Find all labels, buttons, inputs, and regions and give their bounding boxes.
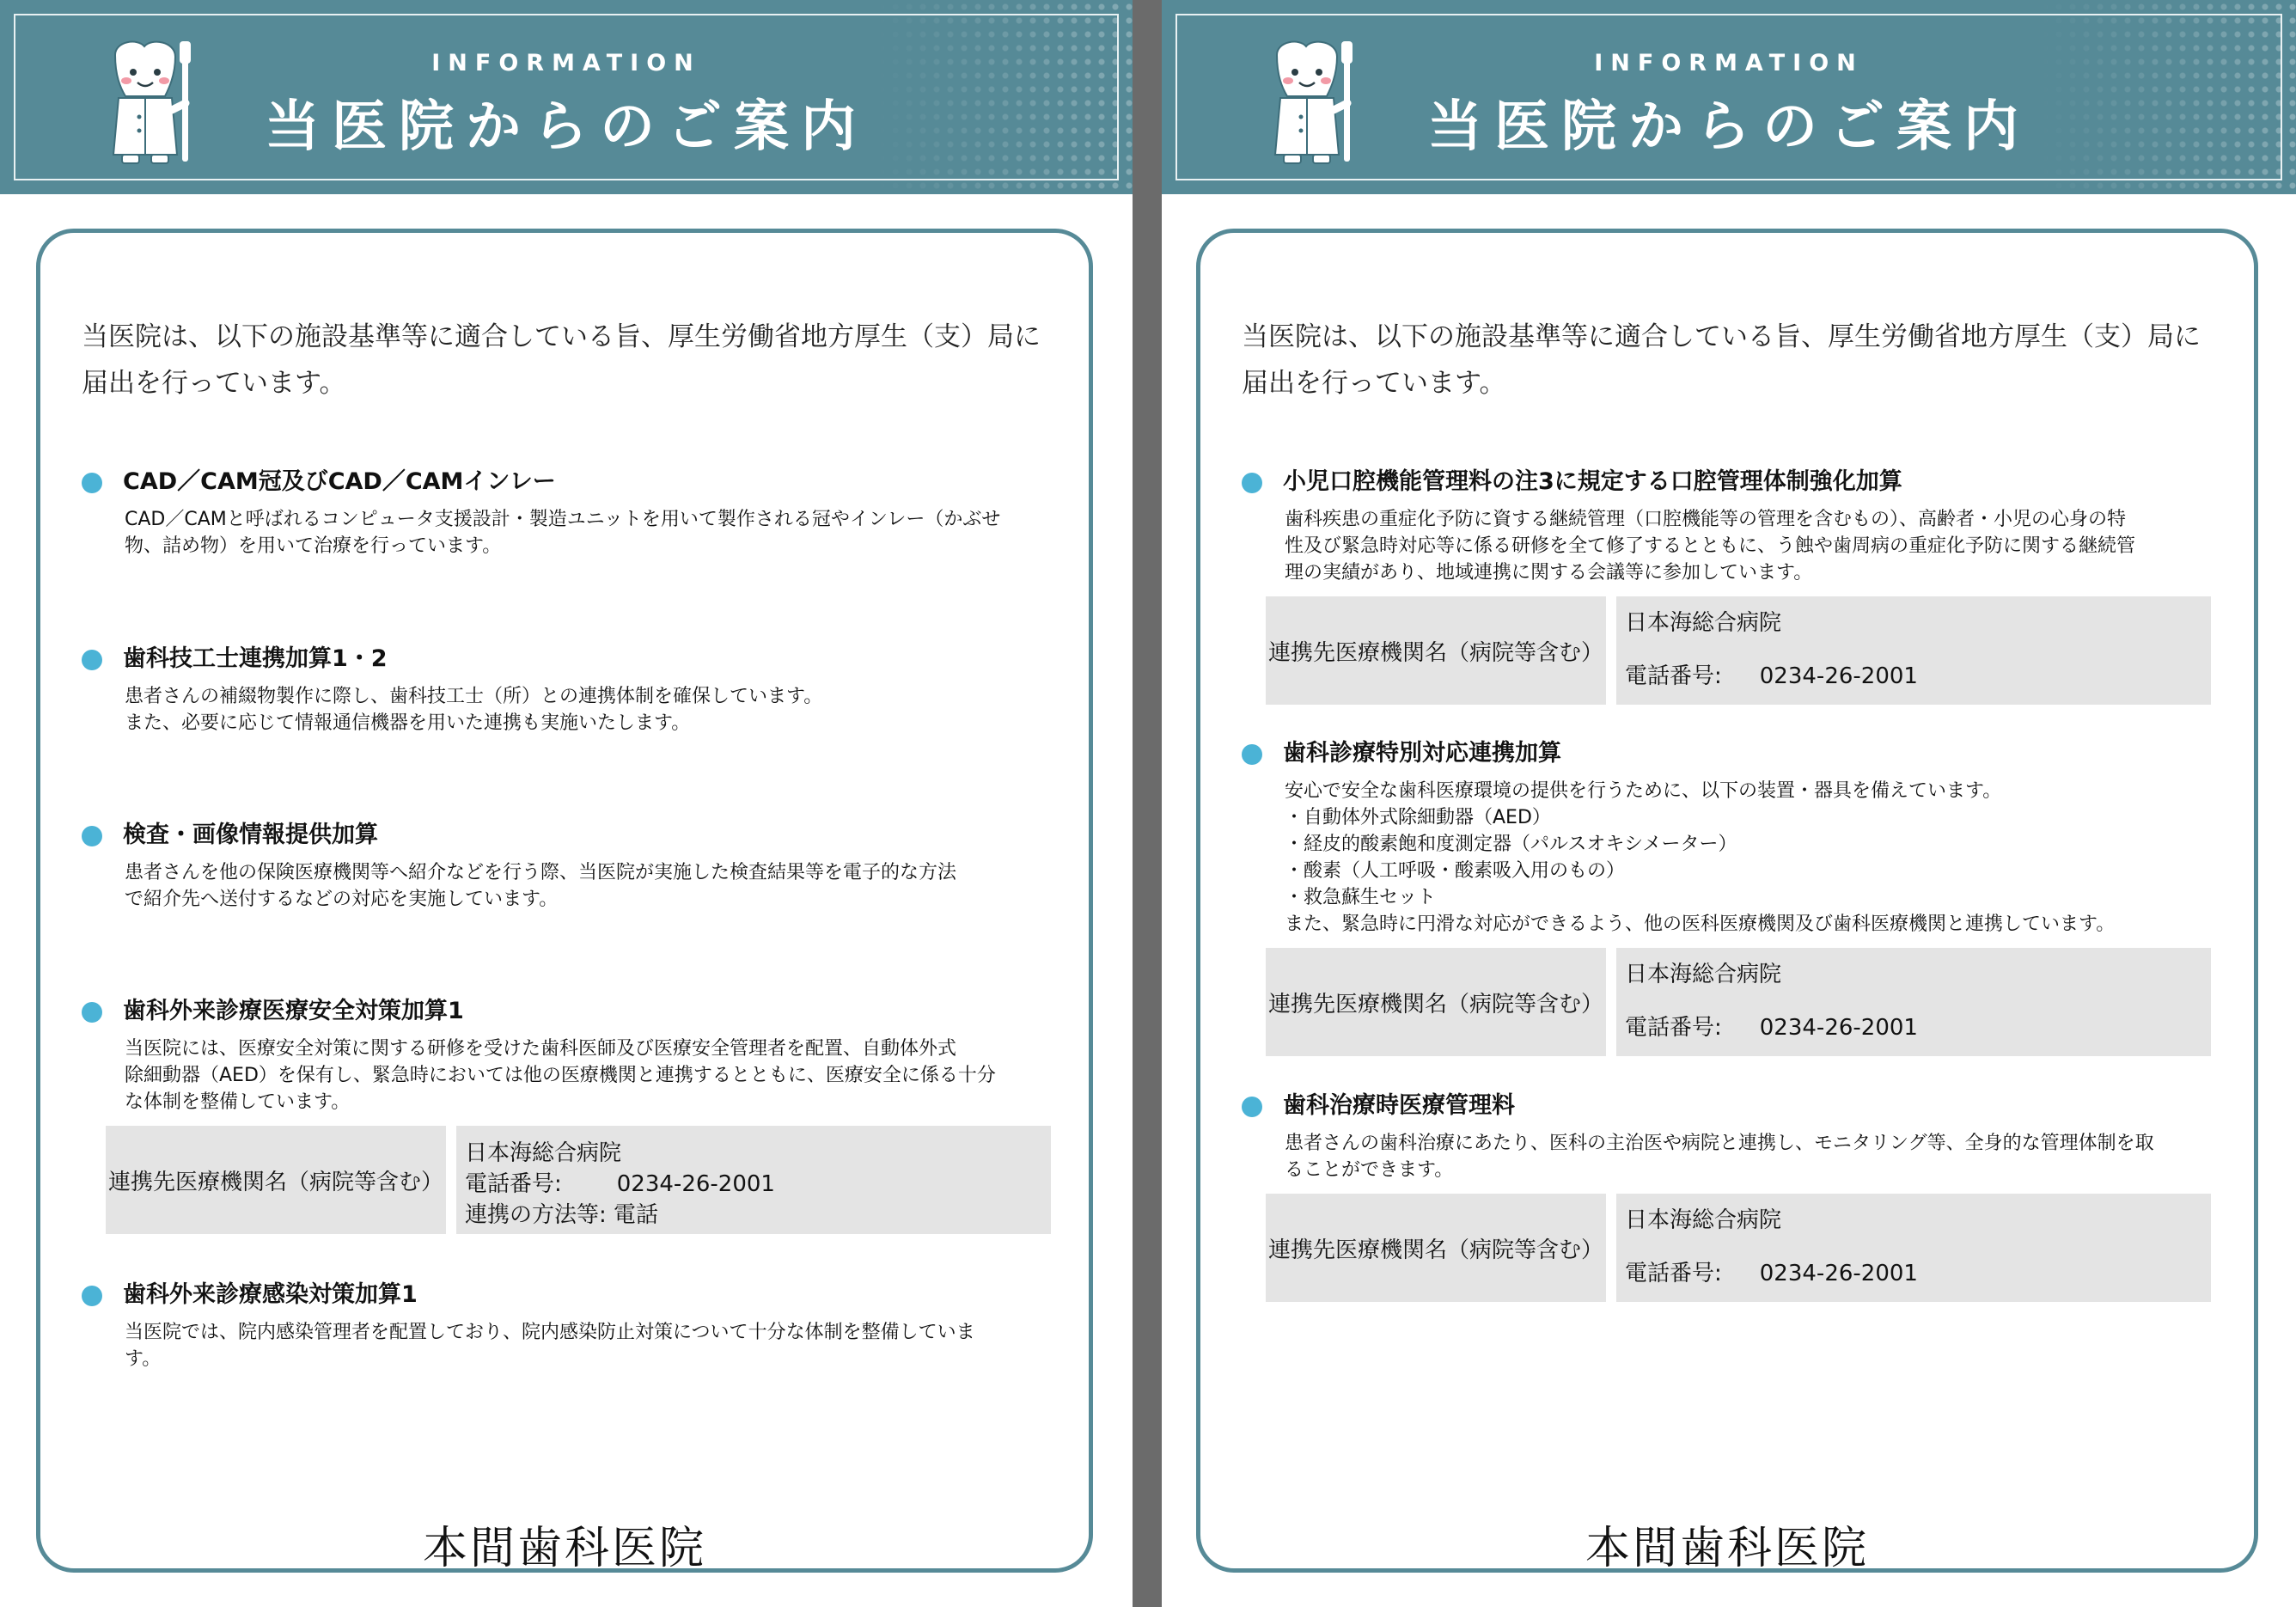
section-exam-image-info [82,818,1061,913]
section-title: 歯科技工士連携加算1・2 [123,645,388,672]
section-outpatient-safety [82,994,1061,1234]
section-body [125,859,1027,913]
section-body [1285,1130,2187,1183]
section-body [1285,778,2187,938]
contact-label: 連携先医療機関名（病院等含む） [1266,596,1606,705]
content-card [36,229,1093,1573]
contact-label: 連携先医療機関名（病院等含む） [1266,1194,1606,1302]
section-infection-control [82,1278,1061,1372]
section-body [125,1319,1027,1372]
bullet-dot-icon [82,826,102,846]
hospital-name: 日本海総合病院 [1625,962,1782,987]
body-line: 患者さんの歯科治療にあたり、医科の主治医や病院と連携し、モニタリング等、全身的な管理体制を取 [1285,1133,2154,1154]
phone-number: 0234-26-2001 [616,1171,775,1197]
banner-title: 当医院からのご案内 [1427,95,2030,159]
contact-label: 連携先医療機関名（病院等含む） [1266,948,1606,1056]
bullet-dot-icon [1242,1097,1262,1117]
section-oral-management [1242,465,2221,705]
banner-subtitle: INFORMATION [1594,50,1864,76]
body-line: 性及び緊急時対応等に係る研修を全て修了するとともに、う蝕や歯周病の重症化予防に関する継続管 [1285,535,2136,557]
section-title: 歯科外来診療感染対策加算1 [123,1281,418,1308]
phone-row [1625,660,2202,693]
intro-text [1242,314,2221,406]
body-line: ることができます。 [1285,1159,1454,1181]
bullet-dot-icon [82,650,102,670]
contact-table [1266,596,2211,705]
section-title: 歯科治療時医療管理料 [1283,1092,1515,1119]
page-right [1162,0,2296,1607]
phone-number: 0234-26-2001 [1759,1261,1918,1286]
contact-table [1266,948,2211,1056]
body-line: 理の実績があり、地域連携に関する会議等に参加しています。 [1285,562,1813,584]
section-title: 小児口腔機能管理料の注3に規定する口腔管理体制強化加算 [1283,468,1902,495]
intro-text [82,314,1061,406]
header-banner [1162,0,2296,194]
hospital-name: 日本海総合病院 [1625,1207,1782,1233]
phone-number: 0234-26-2001 [1759,663,1918,689]
contact-info [1616,1194,2211,1302]
body-line: 患者さんの補綴物製作に際し、歯科技工士（所）との連携体制を確保しています。 [125,686,823,707]
phone-label: 電話番号: [1625,1261,1722,1286]
bullet-dot-icon [1242,744,1262,765]
clinic-name: 本間歯科医院 [422,1523,706,1574]
intro-line: 当医院は、以下の施設基準等に適合している旨、厚生労働省地方厚生（支）局に [82,321,1041,352]
intro-line: 届出を行っています。 [1242,368,1506,399]
body-line: 当医院には、医療安全対策に関する研修を受けた歯科医師及び医療安全管理者を配置、自動体外式 [125,1038,957,1060]
body-line: 患者さんを他の保険医療機関等へ紹介などを行う際、当医院が実施した検査結果等を電子的な方法 [125,862,957,883]
bullet-dot-icon [1242,473,1262,493]
section-cad-cam [82,465,1061,559]
body-line: 物、詰め物）を用いて治療を行っています。 [125,535,502,557]
body-line: す。 [125,1348,162,1370]
header-banner [0,0,1133,194]
contact-method: 連携の方法等: 電話 [465,1202,659,1228]
page-left [0,0,1133,1607]
contact-table [106,1126,1051,1234]
intro-line: 届出を行っています。 [82,368,346,399]
section-body [125,1036,1027,1115]
content-card [1196,229,2258,1573]
section-title: 歯科外来診療医療安全対策加算1 [123,998,464,1024]
phone-number: 0234-26-2001 [1759,1015,1918,1041]
clinic-name: 本間歯科医院 [1585,1523,1869,1574]
section-body [125,506,1027,559]
phone-row [465,1169,1042,1200]
body-line: ・経皮的酸素飽和度測定器（パルスオキシメーター） [1285,834,1737,855]
section-body [125,683,1027,736]
body-line: な体制を整備しています。 [125,1091,351,1113]
hospital-name: 日本海総合病院 [465,1140,622,1166]
phone-row [1625,1257,2202,1290]
banner-title: 当医院からのご案内 [265,95,868,159]
section-title: CAD／CAM冠及びCAD／CAMインレー [123,468,556,495]
bullet-dot-icon [82,1002,102,1023]
section-dental-technician [82,642,1061,736]
body-line: ・救急蘇生セット [1285,887,1437,908]
body-line: また、緊急時に円滑な対応ができるよう、他の医科医療機関及び歯科医療機関と連携しています。 [1285,913,2116,935]
phone-label: 電話番号: [465,1171,562,1197]
contact-label: 連携先医療機関名（病院等含む） [106,1126,446,1234]
body-line: 除細動器（AED）を保有し、緊急時においては他の医療機関と連携するとともに、医療安全に係る十分 [125,1065,996,1086]
section-special-response [1242,736,2221,1056]
contact-info [1616,948,2211,1056]
body-line: また、必要に応じて情報通信機器を用いた連携も実施いたします。 [125,712,691,734]
body-line: ・酸素（人工呼吸・酸素吸入用のもの） [1285,860,1626,882]
intro-line: 当医院は、以下の施設基準等に適合している旨、厚生労働省地方厚生（支）局に [1242,321,2201,352]
body-line: ・自動体外式除細動器（AED） [1285,807,1551,828]
section-title: 歯科診療特別対応連携加算 [1283,740,1561,767]
contact-info [1616,596,2211,705]
contact-info [456,1126,1051,1234]
contact-table [1266,1194,2211,1302]
phone-row [1625,1011,2202,1044]
body-line: 当医院では、院内感染管理者を配置しており、院内感染防止対策について十分な体制を整備していま [125,1322,975,1343]
phone-label: 電話番号: [1625,1015,1722,1041]
hospital-name: 日本海総合病院 [1625,610,1782,636]
body-line: CAD／CAMと呼ばれるコンピュータ支援設計・製造ユニットを用いて製作される冠やインレー（かぶせ [125,509,1001,530]
body-line: で紹介先へ送付するなどの対応を実施しています。 [125,889,559,910]
section-treatment-management [1242,1089,2221,1302]
body-line: 歯科疾患の重症化予防に資する継続管理（口腔機能等の管理を含むもの）、高齢者・小児の心身の特 [1285,509,2127,530]
bullet-dot-icon [82,1286,102,1306]
bullet-dot-icon [82,473,102,493]
body-line: 安心で安全な歯科医療環境の提供を行うために、以下の装置・器具を備えています。 [1285,780,2002,802]
phone-label: 電話番号: [1625,663,1722,689]
section-title: 検査・画像情報提供加算 [123,822,378,848]
banner-subtitle: INFORMATION [431,50,701,76]
section-body [1285,506,2187,586]
